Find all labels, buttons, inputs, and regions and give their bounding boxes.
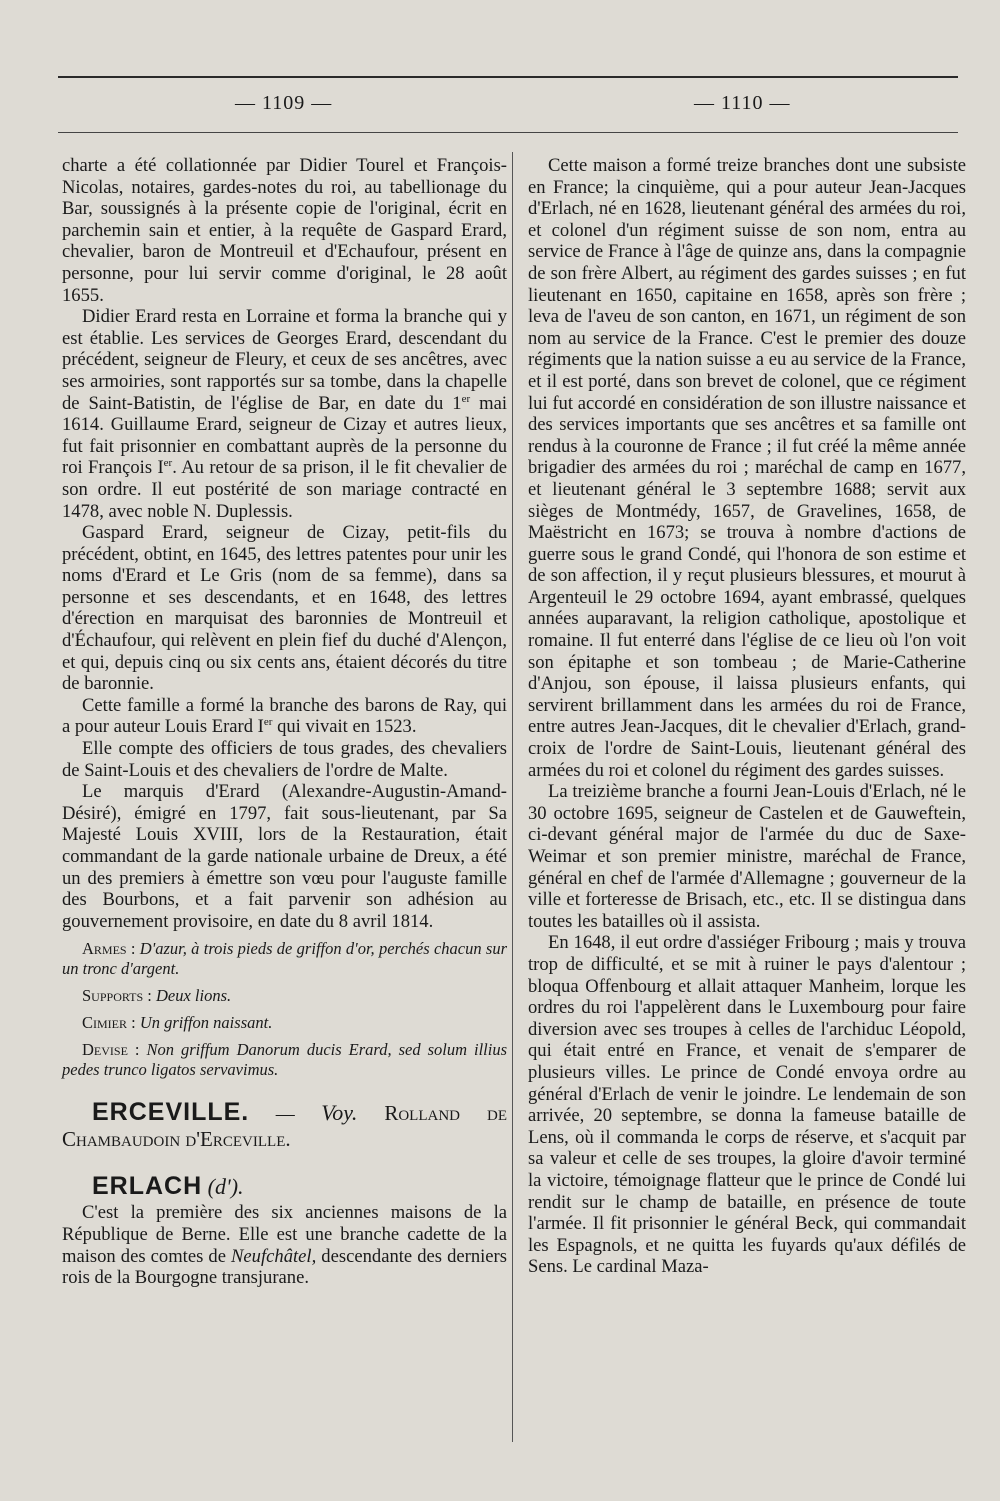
supports-entry: Supports : Deux lions.	[82, 986, 232, 1006]
right-column	[528, 155, 966, 1278]
erceville-heading: ERCEVILLE. — Voy. Rolland de Chambaudoin d'Erceville.	[62, 1098, 507, 1152]
devise-label: Devise :	[82, 1040, 140, 1060]
paragraph: Elle compte des officiers de tous grades, des chevaliers de Saint-Louis et des chevaliers de l'ordre de Malte.	[62, 738, 507, 781]
column-divider	[512, 152, 513, 1442]
paragraph: charte a été collationnée par Didier Tourel et François-Nicolas, notaires, gardes-notes du roi, au tabellionage du Bar, soussignés à la présente copie de l'original, écrit en parchemin sain et entier, à la requête de Gaspard Erard, chevalier, baron de Montreuil et d'Echaufour, présent en personne, pour lui servir comme d'original, le 28 août 1655.	[62, 155, 507, 306]
cimier-label: Cimier :	[82, 1013, 136, 1033]
paragraph: Cette maison a formé treize branches dont une subsiste en France; la cinquième, qui a pour auteur Jean-Jacques d'Erlach, né en 1628, lieutenant général des armées du roi, et colonel d'un régiment suisse de son nom, entra au service de France à l'âge de quinze ans, dans la compagnie de son frère Albert, au régiment des gardes suisses ; en fut lieutenant en 1650, capitaine en 1658, après son frère ; leva de l'aveu de son canton, en 1671, un régiment de son nom au service de la France. C'est le premier des douze régiments que la nation suisse a eu au service de la France, et il est porté, dans son brevet de colonel, que ce régiment lui fut accordé en considération de son illustre naissance et des services importants que ses ancêtres et sa famille ont rendus à la couronne de France ; il fut créé la même année brigadier des armées du roi ; maréchal de camp en 1677, et lieutenant général le 3 septembre 1688; servit aux sièges de Montmédy, 1657, de Gravelines, 1658, de Maëstricht en 1673; se trouva à nombre d'actions de guerre sous le grand Condé, qui l'honora de son estime et de son affection, il y reçut plusieurs blessures, et mourut à Argenteuil le 29 octobre 1694, ayant embrassé, quelques années auparavant, la religion catholique, apostolique et romaine. Il fut enterré dans l'église de ce lieu où l'on voit son épitaphe et son tombeau ; de Marie-Catherine d'Anjou, son épouse, il laissa plusieurs enfants, qui servirent brillamment dans les armées du roi de France, entre autres Jean-Jacques, dit le chevalier d'Erlach, grand-croix de l'ordre de Saint-Louis, lieutenant général des armées du roi et colonel du régiment des gardes suisses.	[528, 155, 966, 781]
top-rule	[58, 76, 958, 78]
paragraph: En 1648, il eut ordre d'assiéger Fribourg ; mais y trouva trop de difficulté, et se mit à ruiner le pays d'alentour ; bloqua Offenbourg et allait attaquer Manheim, lorque les ordres du roi l'appelèrent dans le Luxembourg pour faire diversion avec ses troupes à celles de l'archiduc Léopold, qui était entré en France, et venait de s'emparer de plusieurs villes. Le prince de Condé envoya ordre au général d'Erlach de venir le joindre. Le lendemain de son arrivée, 20 septembre, se donna la fameuse bataille de Lens, où il commanda le corps de réserve, et s'acquit par sa valeur et celle de ses troupes, la gloire d'avoir terminé la victoire, témoignage flatteur que le prince de Condé lui rendit sur le champ de bataille, en présence de toute l'armée. Il fit prisonnier le général Beck, qui commandait les Espagnols, et ne quitta les fuyards qu'aux défilés de Sens. Le cardinal Maza-	[528, 932, 966, 1278]
paragraph: C'est la première des six anciennes maisons de la République de Berne. Elle est une branche cadette de la maison des comtes de Neufchâtel, descendante des derniers rois de la Bourgogne transjurane.	[62, 1202, 507, 1289]
cimier-entry: Cimier : Un griffon naissant.	[82, 1013, 273, 1033]
supports-label: Supports :	[82, 986, 152, 1006]
paragraph: Le marquis d'Erard (Alexandre-Augustin-Amand-Désiré), émigré en 1797, fait sous-lieutenant, par Sa Majesté Louis XVIII, lors de la Restauration, était commandant de la garde nationale urbaine de Dreux, a été un des premiers à émettre son vœu pour l'auguste famille des Bourbons, et a fait parvenir son adhésion au gouvernement provisoire, en date du 8 avril 1814.	[62, 781, 507, 932]
paragraph: Gaspard Erard, seigneur de Cizay, petit-fils du précédent, obtint, en 1645, des lettres patentes pour unir les noms d'Erard et Le Gris (nom de sa femme), dans sa personne et ses descendants, et en 1648, des lettres d'érection en marquisat des baronnies de Montreuil et d'Échaufour, qui relèvent en plein fief du duché d'Alençon, et qui, depuis cinq ou six cents ans, étaient décorés du titre de baronnie.	[62, 522, 507, 695]
devise-entry: Devise : Non griffum Danorum ducis Erard, sed solum illius pedes trunco ligatos servavimus.	[62, 1040, 507, 1080]
header-rule	[58, 132, 958, 133]
erlach-heading: ERLACH (d').	[92, 1172, 244, 1201]
paragraph: Cette famille a formé la branche des barons de Ray, qui a pour auteur Louis Erard Ier qui vivait en 1523.	[62, 694, 507, 738]
left-column	[62, 155, 507, 1289]
armes-entry: Armes : D'azur, à trois pieds de griffon d'or, perchés chacun sur un tronc d'argent.	[62, 939, 508, 979]
right-page-number: — 1110 —	[694, 92, 791, 114]
paragraph: La treizième branche a fourni Jean-Louis d'Erlach, né le 30 octobre 1695, seigneur de Castelen et de Gauweftein, ci-devant général major de l'armée du duc de Saxe-Weimar et son premier ministre, maréchal de France, général en chef de l'armée d'Allemagne ; gouverneur de la ville et forteresse de Brisach, etc., etc. Il se distingua dans toutes les batailles où il assista.	[528, 781, 966, 932]
paragraph: Didier Erard resta en Lorraine et forma la branche qui y est établie. Les services de Georges Erard, descendant du précédent, seigneur de Fleury, et ceux de ses ancêtres, avec ses armoiries, sont rapportés sur sa tombe, dans la chapelle de Saint-Batistin, de l'église de Bar, en date du 1er mai 1614. Guillaume Erard, seigneur de Cizay et autres lieux, fut fait prisonnier en combattant auprès de la personne du roi François Ier. Au retour de sa prison, il le fit chevalier de son ordre. Il eut postérité de son mariage contracté en 1478, avec noble N. Duplessis.	[62, 306, 508, 522]
left-page-number: — 1109 —	[235, 92, 333, 114]
armes-label: Armes :	[82, 939, 136, 959]
